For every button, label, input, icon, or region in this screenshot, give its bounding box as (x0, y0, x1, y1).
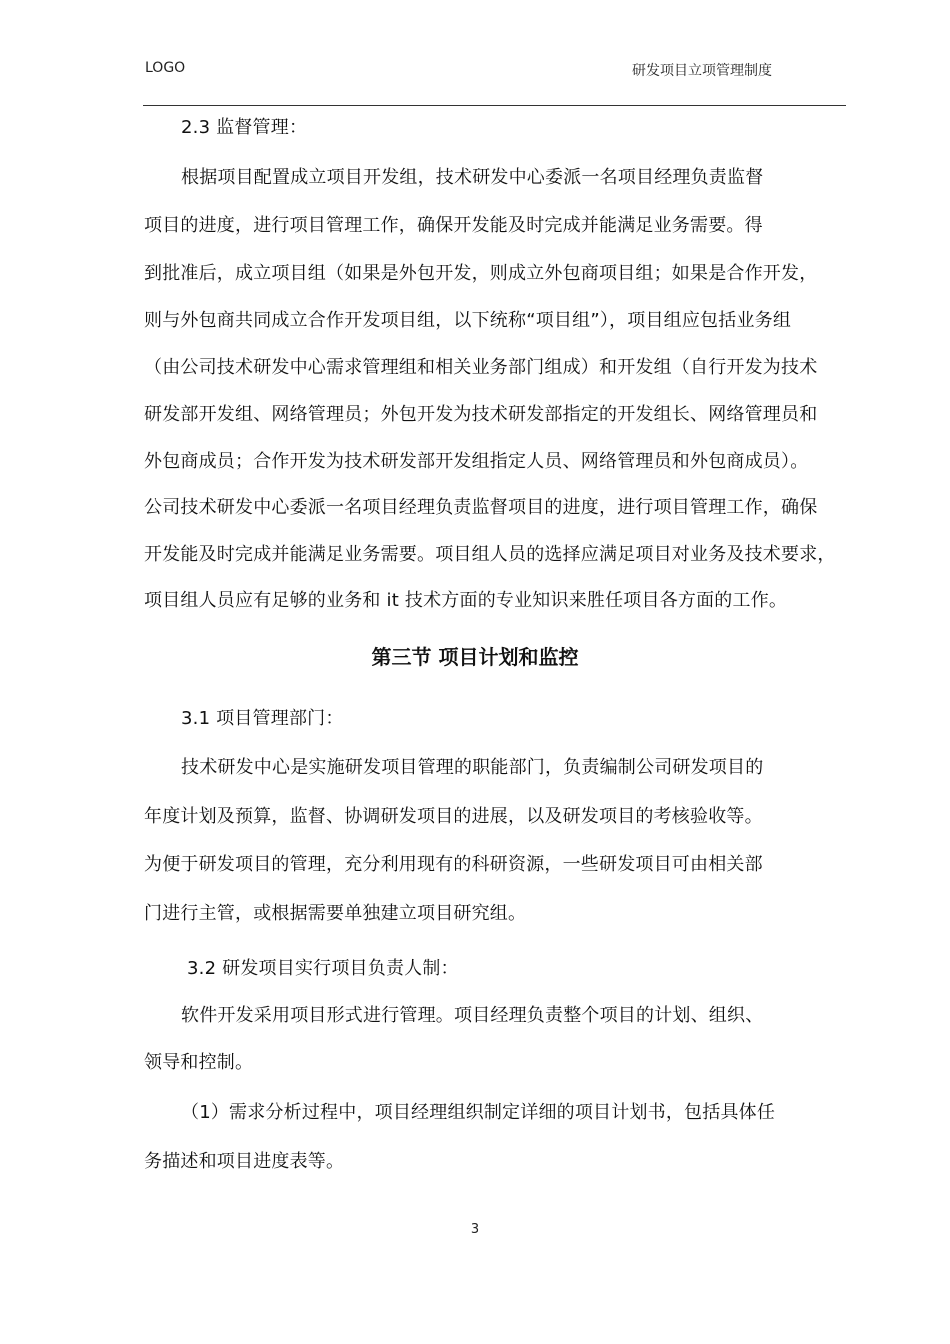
section-2-3-title: 2.3 监督管理： (181, 117, 308, 138)
paragraph-line: 年度计划及预算，监督、协调研发项目的进展，以及研发项目的考核验收等。 (144, 806, 763, 827)
header-logo: LOGO (145, 60, 186, 76)
page-number: 3 (470, 1222, 480, 1237)
paragraph-line: 开发能及时完成并能满足业务需要。项目组人员的选择应满足项目对业务及技术要求， (144, 544, 836, 565)
paragraph-line: （由公司技术研发中心需求管理组和相关业务部门组成）和开发组（自行开发为技术 (144, 357, 818, 378)
paragraph-line: 外包商成员；合作开发为技术研发部开发组指定人员、网络管理员和外包商成员）。 (144, 451, 809, 472)
paragraph-line: 则与外包商共同成立合作开发项目组，以下统称“项目组”），项目组应包括业务组 (144, 310, 792, 331)
section-3-1-title: 3.1 项目管理部门： (181, 708, 344, 729)
paragraph-line: 项目组人员应有足够的业务和 it 技术方面的专业知识来胜任项目各方面的工作。 (144, 590, 788, 611)
paragraph-line: 技术研发中心是实施研发项目管理的职能部门，负责编制公司研发项目的 (181, 757, 764, 778)
paragraph-line: 研发部开发组、网络管理员；外包开发为技术研发部指定的开发组长、网络管理员和 (144, 404, 818, 425)
paragraph-line: 项目的进度，进行项目管理工作，确保开发能及时完成并能满足业务需要。得 (144, 215, 763, 236)
paragraph-line: （1）需求分析过程中，项目经理组织制定详细的项目计划书，包括具体任 (181, 1102, 776, 1123)
paragraph-line: 到批准后，成立项目组（如果是外包开发，则成立外包商项目组；如果是合作开发， (144, 263, 818, 284)
section-3-heading: 第三节 项目计划和监控 (371, 645, 579, 669)
paragraph-line: 门进行主管，或根据需要单独建立项目研究组。 (144, 903, 527, 924)
section-3-2-title: 3.2 研发项目实行项目负责人制： (187, 958, 459, 979)
paragraph-line: 根据项目配置成立项目开发组，技术研发中心委派一名项目经理负责监督 (181, 167, 764, 188)
paragraph-line: 领导和控制。 (144, 1052, 254, 1073)
paragraph-line: 为便于研发项目的管理，充分利用现有的科研资源，一些研发项目可由相关部 (144, 854, 763, 875)
header-divider (143, 105, 846, 106)
paragraph-line: 公司技术研发中心委派一名项目经理负责监督项目的进度，进行项目管理工作，确保 (144, 497, 818, 518)
paragraph-line: 务描述和项目进度表等。 (144, 1151, 345, 1172)
header-doc-title: 研发项目立项管理制度 (632, 63, 772, 79)
paragraph-line: 软件开发采用项目形式进行管理。项目经理负责整个项目的计划、组织、 (181, 1005, 764, 1026)
